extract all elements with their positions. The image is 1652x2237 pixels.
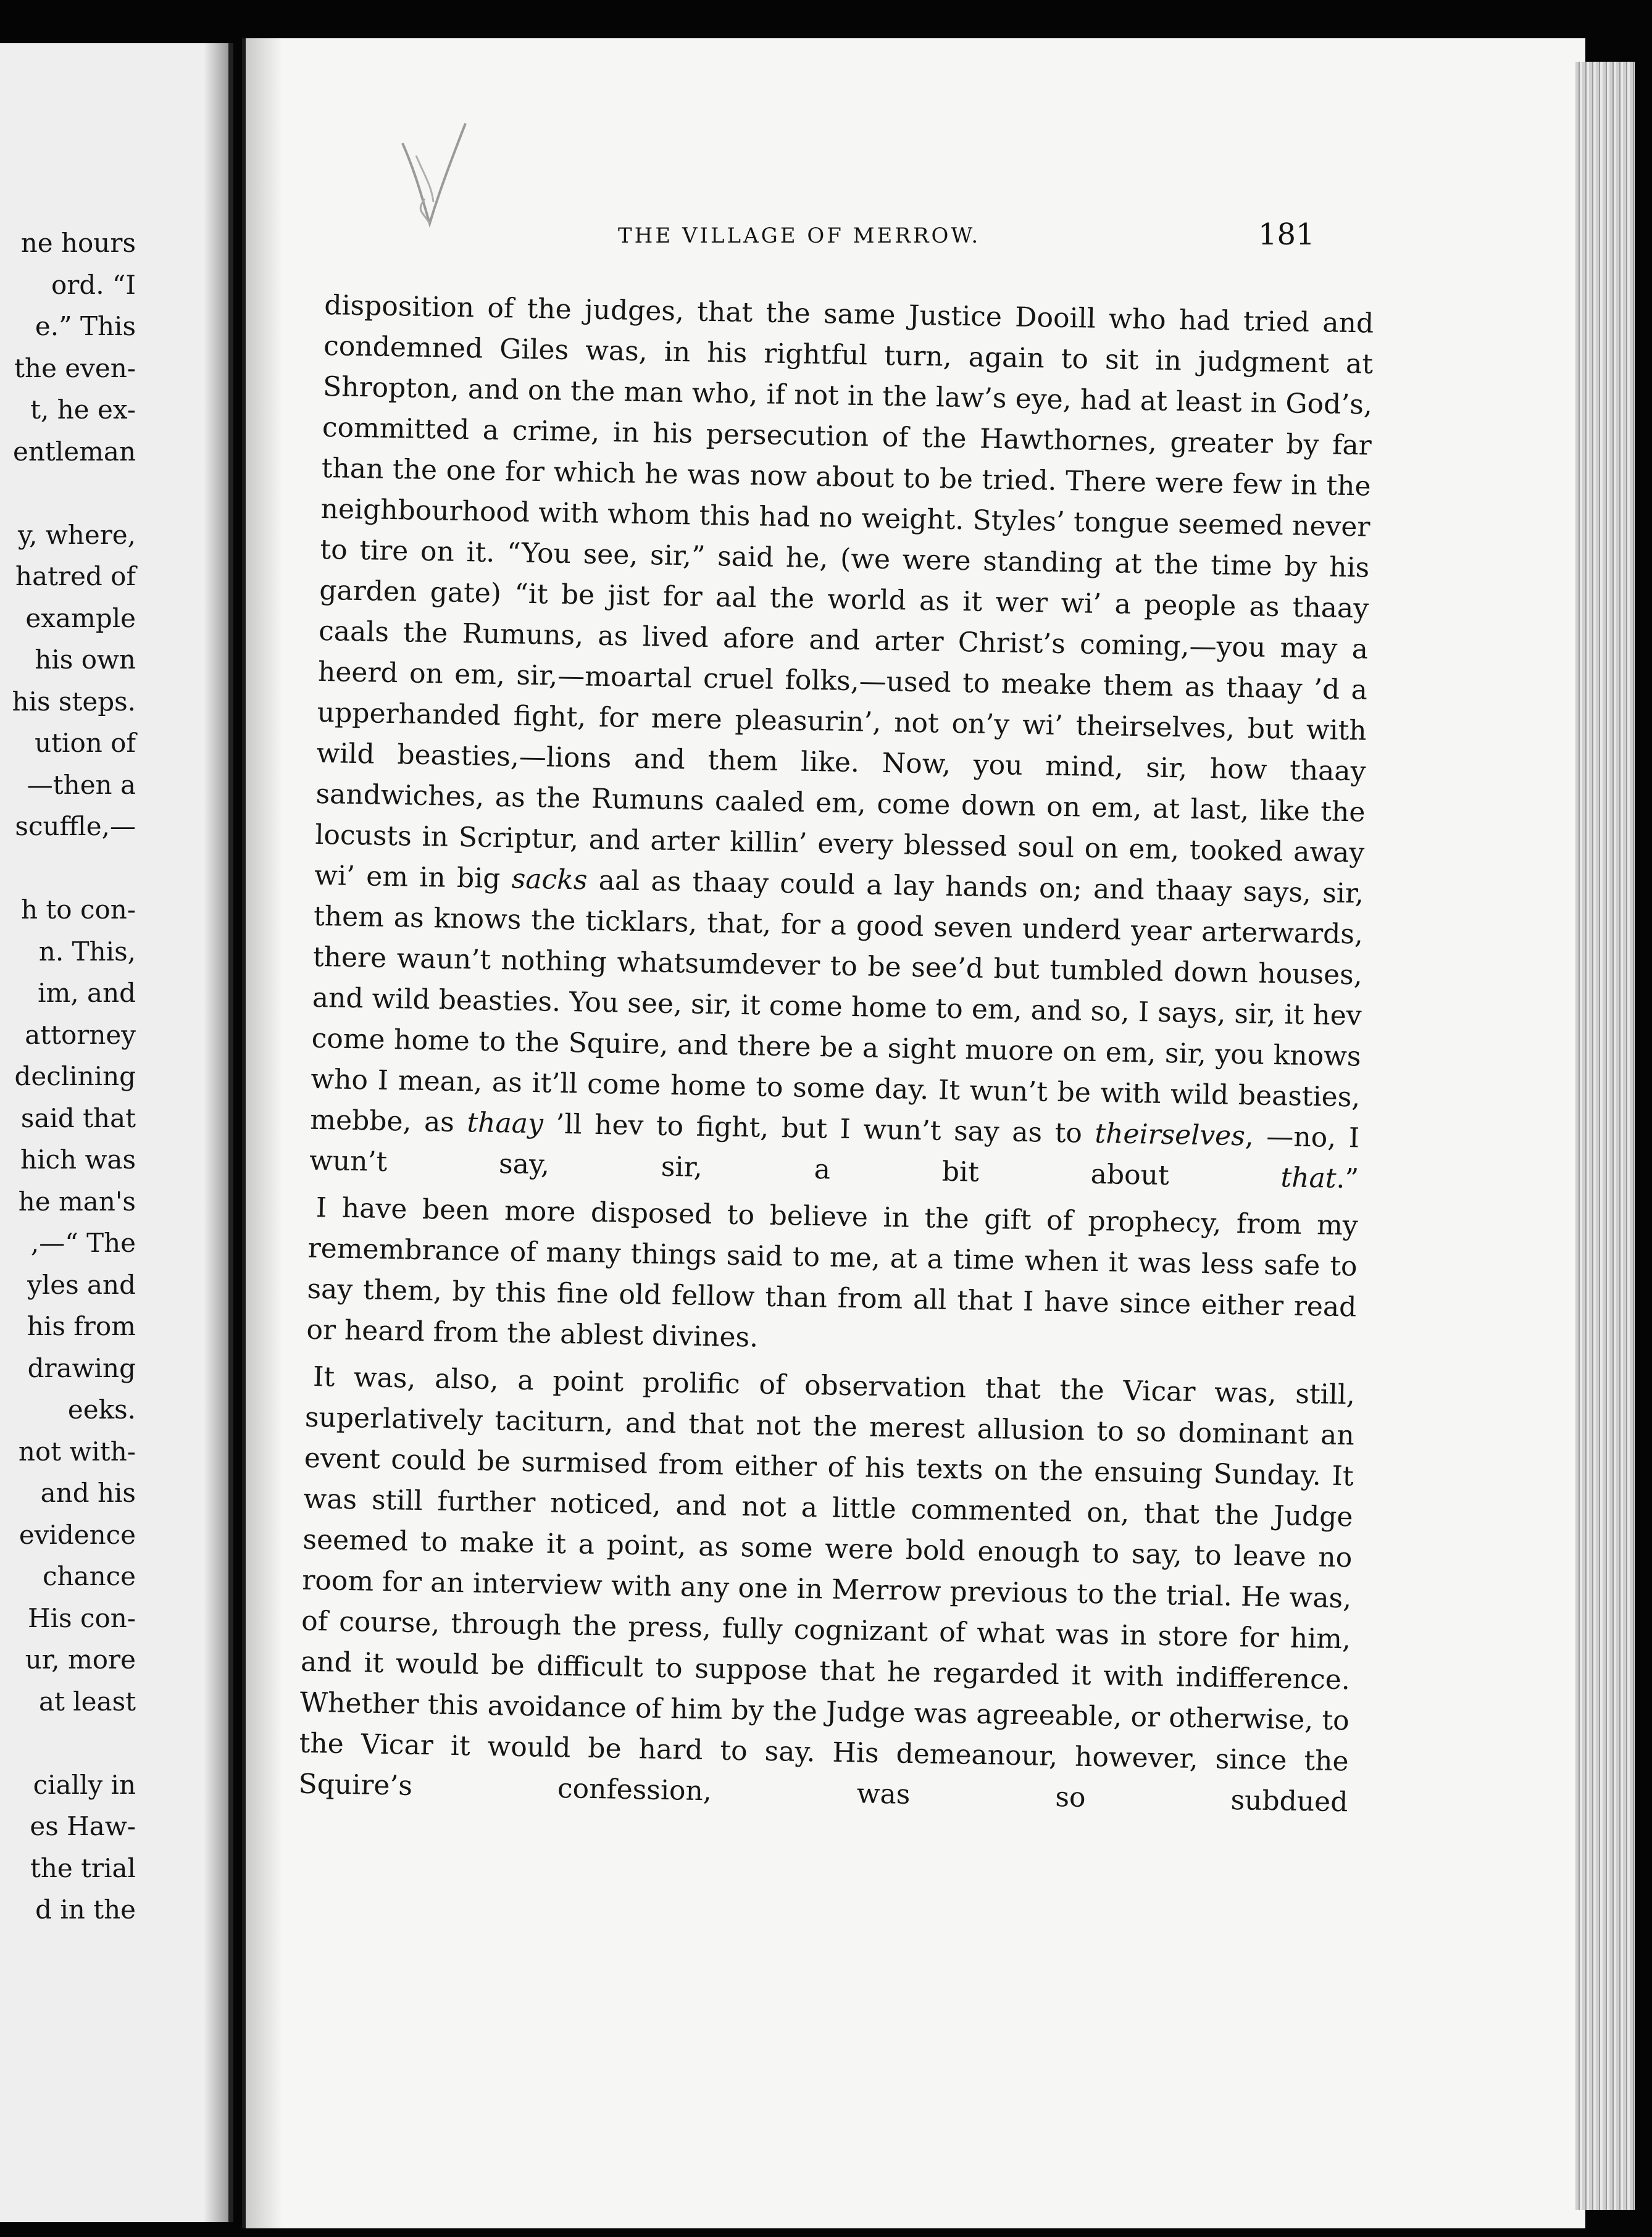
left-page-line: he man's	[18, 1186, 136, 1217]
left-page-line: y, where,	[18, 519, 136, 550]
left-page-line: ur, more	[25, 1644, 136, 1675]
left-page-text-fragments	[12, 222, 136, 1931]
left-page-line: h to con-	[21, 894, 136, 925]
left-page-line: scuffle,—	[15, 811, 136, 841]
paragraph-1-text-d: , —no, I wun’t say, sir, a bit about	[309, 1120, 1360, 1194]
left-page-line: declining	[14, 1061, 136, 1091]
left-page-line: chance	[42, 1561, 136, 1591]
italic-sacks: sacks	[511, 863, 588, 896]
left-page-line: attorney	[25, 1019, 136, 1050]
left-page-line	[12, 472, 136, 514]
left-page-line: t, he ex-	[30, 394, 136, 425]
italic-that: that	[1280, 1162, 1337, 1194]
left-page-line: e.” This	[35, 311, 136, 341]
left-page-line: evidence	[19, 1519, 136, 1550]
left-page-line: es Haw-	[30, 1811, 136, 1841]
right-page	[242, 38, 1585, 2228]
paragraph-1-text-b: aal as thaay could a lay hands on; and thaay says, sir, them as knows the ticklars, that, for a good seven underd year arterwards, there waun’t nothing whatsumdever to be see’d but tumbled down houses, and wild beasties. You see, sir, it come home to em, and so, I says, sir, it hev come home to the Squire, and there be a sight muore on em, sir, you knows who I mean, as it’ll come home to some day. It wun’t be with wild beasties, mebbe, as	[309, 864, 1364, 1139]
left-page-gutter-shadow	[204, 43, 228, 2222]
running-head: THE VILLAGE OF MERROW.	[618, 223, 981, 248]
left-page-line: said that	[20, 1102, 136, 1133]
left-page-line: cially in	[33, 1769, 136, 1800]
paragraph-1-text-e: .”	[1336, 1162, 1359, 1195]
left-page-line: ution of	[35, 728, 136, 758]
left-page-line: ne hours	[20, 228, 136, 258]
left-page-line: hatred of	[15, 561, 136, 591]
left-page-line: the trial	[30, 1852, 136, 1883]
left-page-line	[12, 1722, 136, 1764]
left-page-line: his steps.	[12, 686, 136, 717]
italic-theirselves: theirselves	[1095, 1117, 1246, 1152]
left-page-line: drawing	[27, 1352, 136, 1383]
paragraph-3: It was, also, a point prolific of observation that the Vicar was, still, superlatively taciturn, and that not the merest allusion to so dominant an event could be surmised from either of his texts on the ensuing Sunday. It was still further noticed, and not a little commented on, that the Judge seemed to make it a point, as some were bold enough to say, to leave no room for an interview with any one in Merrow previous to the trial. He was, of course, through the press, fully cognizant of what was in store for him, and it would be difficult to suppose that he regarded it with indifference. Whether this avoidance of him by the Judge was agreeable, or otherwise, to the Vicar it would be hard to say. His demeanour, however, since the Squire’s confession, was so subdued	[298, 1360, 1356, 1818]
paragraph-2: I have been more disposed to believe in the gift of prophecy, from my remembrance of many things said to me, at a time when it was less safe to say them, by this fine old fellow than from all that I have since either read or heard from the ablest divines.	[306, 1191, 1359, 1354]
left-page-line: d in the	[35, 1894, 136, 1925]
left-page-line: and his	[40, 1478, 136, 1508]
left-page-line: —then a	[27, 769, 136, 800]
left-page-line: eeks.	[67, 1394, 136, 1425]
paragraph-1-text-a: disposition of the judges, that the same Justice Dooill who had tried and condemned Giles was, in his rightful turn, again to sit in judgment at Shropton, and on the man who, if not in the law’s eye, had at least in God’s, committed a crime, in his persecution of the Hawthornes, greater by far than the one for which he was now about to be tried. There were few in the neighbourhood with whom this had no weight. Styles’ tongue seemed never to tire on it. “You see, sir,” said he, (we were standing at the time by his garden gate) “it be jist for aal the world as it wer wi’ a people as thaay caals the Rumuns, as lived afore and arter Christ’s coming,—you may a heerd on em, sir,—moartal cruel folks,—used to meake them as thaay ’d a upperhanded fight, for mere pleasurin’, not on’y wi’ theirselves, but with wild beasties,—lions and them like. Now, you mind, sir, how thaay sandwiches, as the Rumuns caaled em, come down on em, at last, like the locusts in Scriptur, and arter killin’ every blessed soul on em, tooked away wi’ em in big	[314, 289, 1374, 895]
gutter-shadow	[246, 38, 283, 2228]
left-page-line: His con-	[27, 1602, 136, 1633]
left-page-line: ord. “I	[51, 269, 136, 300]
left-page-line: example	[25, 602, 136, 633]
left-page-line	[12, 848, 136, 889]
left-page-line: entleman	[13, 436, 136, 467]
pencil-mark-icon	[398, 119, 472, 236]
paragraph-1	[309, 285, 1374, 1199]
left-page-line: the even-	[14, 352, 136, 383]
paragraph-1-text-c: ’ll hev to fight, but I wun’t say as to	[543, 1108, 1095, 1149]
left-page	[0, 43, 233, 2222]
body-text	[298, 285, 1374, 1823]
left-page-line: not with-	[18, 1436, 136, 1467]
left-page-line: n. This,	[38, 936, 136, 967]
left-page-line: hich was	[20, 1144, 136, 1175]
page-number: 181	[1258, 217, 1315, 252]
left-page-line: his own	[35, 644, 136, 675]
left-page-line: yles and	[27, 1269, 136, 1300]
italic-thaay: thaay	[467, 1107, 544, 1140]
left-page-line: im, and	[38, 978, 136, 1008]
left-page-line: his from	[27, 1311, 136, 1341]
page-block-edges	[1575, 62, 1635, 2210]
left-page-line: ,—“ The	[30, 1228, 136, 1258]
left-page-line: at least	[38, 1686, 136, 1717]
